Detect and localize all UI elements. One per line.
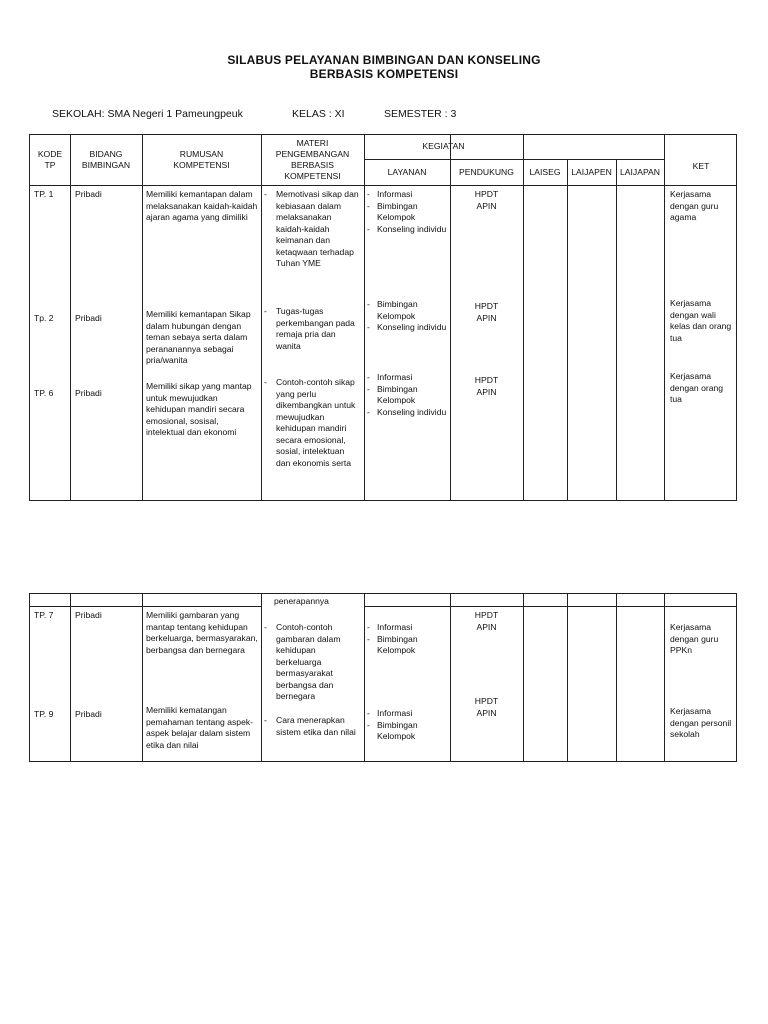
cell-rumusan: Memiliki gambaran yang mantap tentang kehidupan berkeluarga, bermasyarakan, berbangsa dan bernegara bbox=[146, 610, 258, 655]
cell-ket: Kerjasama dengan personil sekolah bbox=[670, 706, 732, 739]
cell-rumusan: Memiliki kemantapan dalam melaksanakan kaidah-kaidah ajaran agama yang dimiliki bbox=[146, 189, 258, 222]
list-item: - Bimbingan Kelompok bbox=[367, 720, 447, 743]
list-item: - Contoh-contoh sikap yang perlu dikembangkan untuk mewujudkan kehidupan mandiri secara emosional, sosial, intelektuan dan ekonomis serta bbox=[264, 377, 360, 469]
title-line-2: BERBASIS KOMPETENSI bbox=[309, 67, 459, 81]
list-item: - Informasi bbox=[367, 189, 447, 201]
header-ket: KET bbox=[692, 161, 710, 171]
cell-bidang: Pribadi bbox=[75, 313, 102, 323]
cell-layanan bbox=[367, 372, 447, 418]
header-rumusan: RUMUSAN KOMPETENSI bbox=[173, 149, 230, 170]
cell-rumusan: Memiliki kematangan pemahaman tentang aspek-aspek belajar dalam sistem etika dan nilai bbox=[146, 705, 254, 750]
cell-layanan bbox=[367, 622, 447, 657]
cell-layanan bbox=[367, 189, 447, 235]
cell-kode: TP. 7 bbox=[34, 610, 54, 620]
cell-materi bbox=[264, 715, 360, 738]
cell-kode: TP. 1 bbox=[34, 189, 54, 199]
header-laijapan: LAIJAPAN bbox=[620, 167, 660, 177]
cell-layanan bbox=[367, 299, 447, 334]
cell-bidang: Pribadi bbox=[75, 189, 102, 199]
list-item: - Bimbingan Kelompok bbox=[367, 299, 447, 322]
list-item: - Konseling individu bbox=[367, 224, 447, 236]
list-item: - Tugas-tugas perkembangan pada remaja pria dan wanita bbox=[264, 306, 360, 352]
cell-materi bbox=[264, 622, 360, 703]
syllabus-table-2 bbox=[29, 593, 737, 762]
list-item: - Bimbingan Kelompok bbox=[367, 384, 447, 407]
list-item: - Contoh-contoh gambaran dalam kehidupan berkeluarga bermasyarakat berbangsa dan bernegara bbox=[264, 622, 360, 703]
list-item: - Konseling individu bbox=[367, 322, 447, 334]
cell-ket: Kerjasama dengan orang tua bbox=[670, 371, 724, 404]
cell-pendukung: HPDT APIN bbox=[474, 189, 499, 211]
header-kode: KODE TP bbox=[37, 149, 63, 170]
cell-ket: Kerjasama dengan guru PPKn bbox=[670, 622, 719, 655]
school-info: SEKOLAH: SMA Negeri 1 Pameungpeuk bbox=[52, 108, 243, 120]
cell-ket: Kerjasama dengan guru agama bbox=[670, 189, 719, 222]
cell-bidang: Pribadi bbox=[75, 610, 102, 620]
header-materi: MATERI PENGEMBANGAN BERBASIS KOMPETENSI bbox=[275, 138, 350, 181]
cell-materi bbox=[264, 189, 360, 270]
cell-kode: TP. 6 bbox=[34, 388, 54, 398]
title-line-1: SILABUS PELAYANAN BIMBINGAN DAN KONSELING bbox=[227, 53, 541, 67]
list-item: - Cara menerapkan sistem etika dan nilai bbox=[264, 715, 360, 738]
list-item: - Bimbingan Kelompok bbox=[367, 634, 447, 657]
materi-continuation: penerapannya bbox=[274, 596, 329, 606]
cell-pendukung: HPDT APIN bbox=[474, 301, 499, 323]
header-layanan: LAYANAN bbox=[387, 167, 427, 177]
list-item: - Informasi bbox=[367, 372, 447, 384]
syllabus-table-1 bbox=[29, 134, 737, 501]
list-item: - Informasi bbox=[367, 622, 447, 634]
cell-pendukung: HPDT APIN bbox=[474, 610, 499, 632]
cell-kode: Tp. 2 bbox=[34, 313, 54, 323]
cell-pendukung: HPDT APIN bbox=[474, 696, 499, 718]
cell-layanan bbox=[367, 708, 447, 743]
cell-rumusan: Memiliki kemantapan Sikap dalam hubungan dengan teman sebaya serta dalam perananannya sebagai pria/wanita bbox=[146, 309, 251, 365]
class-info: KELAS : XI bbox=[292, 108, 345, 120]
cell-kode: TP. 9 bbox=[34, 709, 54, 719]
list-item: - Informasi bbox=[367, 708, 447, 720]
cell-rumusan: Memiliki sikap yang mantap untuk mewujudkan kehidupan mandiri secara emosional, sosisal, intelektual dan ekonomi bbox=[146, 381, 252, 437]
cell-materi bbox=[264, 377, 360, 469]
header-laiseg: LAISEG bbox=[529, 167, 561, 177]
cell-bidang: Pribadi bbox=[75, 709, 102, 719]
semester-info: SEMESTER : 3 bbox=[384, 108, 457, 120]
header-laijapen: LAIJAPEN bbox=[571, 167, 612, 177]
header-pendukung: PENDUKUNG bbox=[459, 167, 514, 177]
cell-pendukung: HPDT APIN bbox=[474, 375, 499, 397]
list-item: - Konseling individu bbox=[367, 407, 447, 419]
header-kegiatan: KEGIATAN bbox=[422, 141, 465, 151]
list-item: - Memotivasi sikap dan kebiasaan dalam melaksanakan kaidah-kaidah keimanan dan ketaqwaan terhadap Tuhan YME bbox=[264, 189, 360, 270]
header-bidang: BIDANG BIMBINGAN bbox=[81, 149, 131, 170]
list-item: - Bimbingan Kelompok bbox=[367, 201, 447, 224]
cell-bidang: Pribadi bbox=[75, 388, 102, 398]
cell-ket: Kerjasama dengan wali kelas dan orang tua bbox=[670, 298, 732, 343]
cell-materi bbox=[264, 306, 360, 352]
